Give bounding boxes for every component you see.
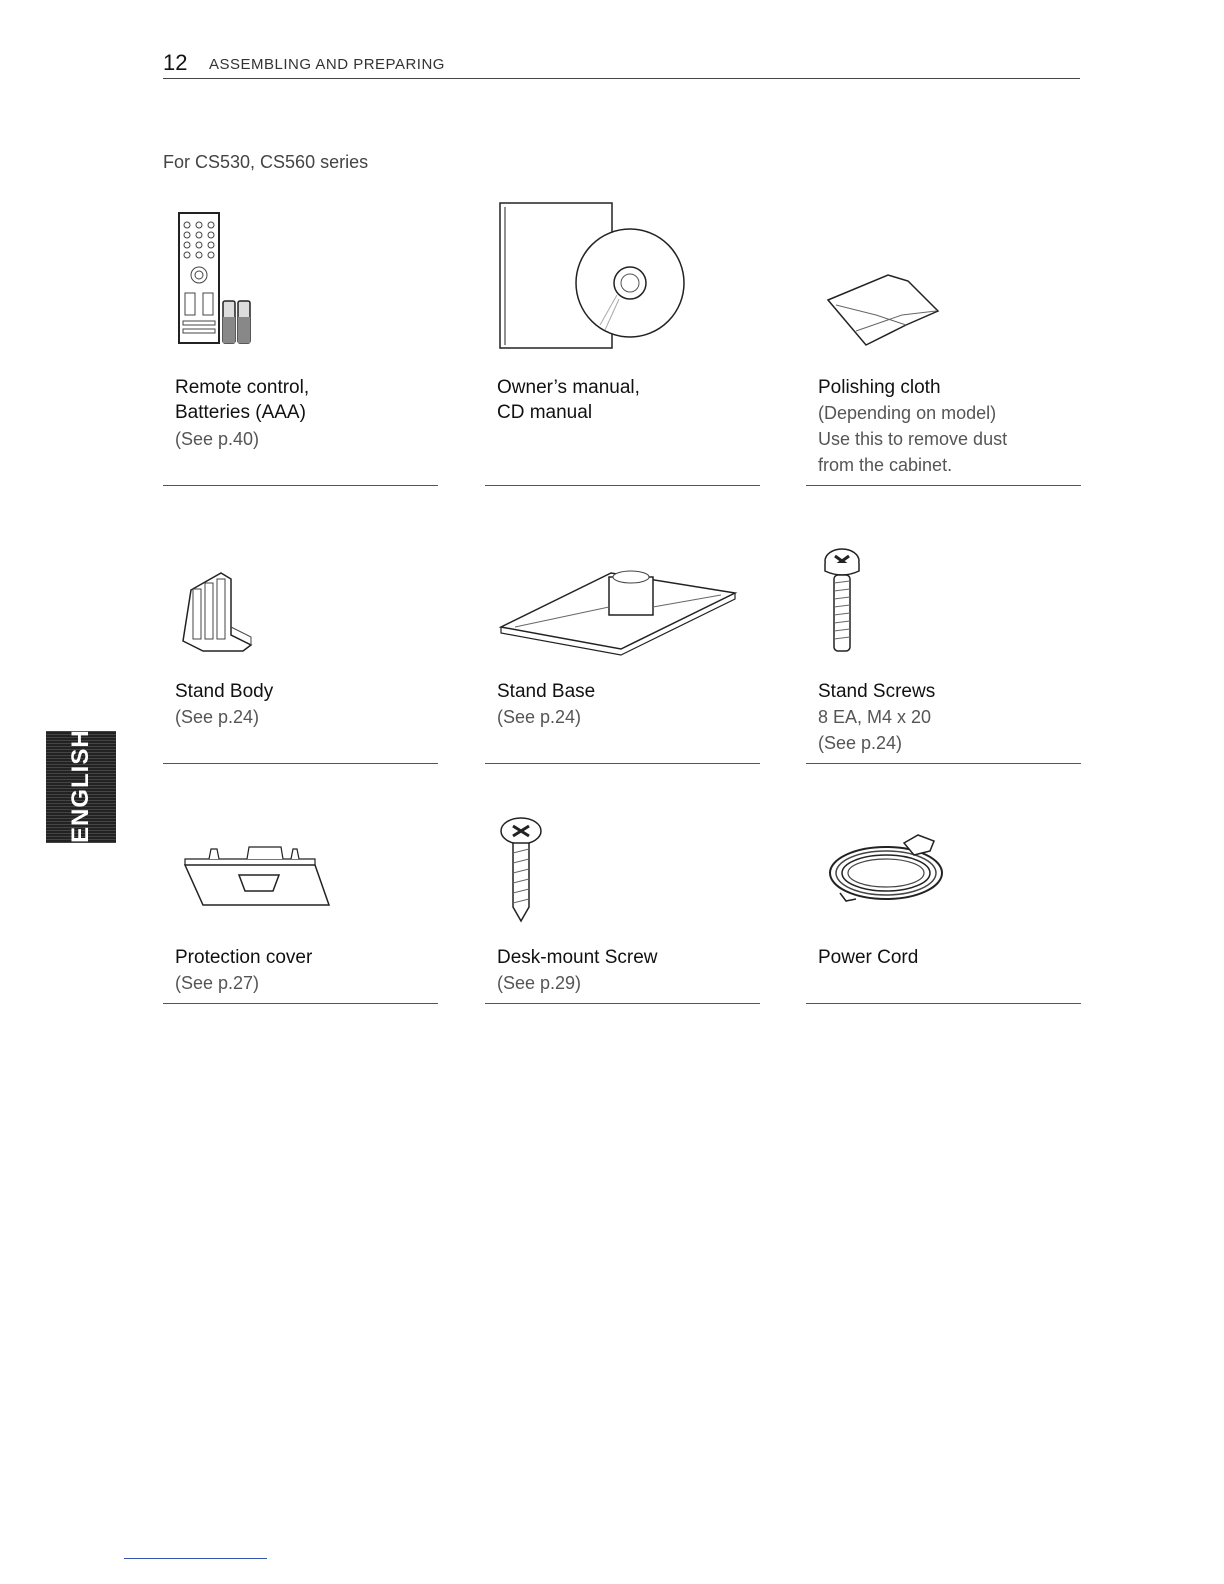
page-number: 12: [163, 50, 188, 75]
manual-cd-icon: [485, 195, 760, 355]
item-sub-line-1: (See p.27): [175, 973, 260, 993]
item-label-line-1: Stand Base: [497, 681, 596, 702]
page-header: [163, 50, 1080, 79]
item-divider: [163, 1003, 438, 1004]
stand-base-icon: [485, 545, 760, 665]
item-label-line-1: Owner’s manual,: [497, 377, 640, 398]
item-divider: [485, 485, 760, 486]
item-label-line-1: Stand Screws: [818, 681, 936, 702]
item-sub-line-1: (See p.40): [175, 429, 260, 449]
item-label-line-2: Batteries (AAA): [175, 402, 306, 423]
item-label-line-1: Protection cover: [175, 947, 313, 968]
item-sub-line-1: 8 EA, M4 x 20: [818, 707, 932, 727]
item-sub-line-1: (See p.24): [497, 707, 582, 727]
item-label-line-1: Polishing cloth: [818, 377, 941, 398]
power-cord-icon: [806, 815, 1081, 935]
item-label-line-2: CD manual: [497, 402, 593, 423]
stand-body-icon: [163, 545, 438, 665]
item-divider: [806, 763, 1081, 764]
item-sub-line-1: (Depending on model): [818, 403, 997, 423]
item-sub-line-2: (See p.24): [818, 733, 903, 753]
item-divider: [806, 1003, 1081, 1004]
item-label-line-1: Remote control,: [175, 377, 310, 398]
item-label-line-1: Desk-mount Screw: [497, 947, 658, 968]
item-sub-line-1: (See p.29): [497, 973, 582, 993]
remote-control-icon: [163, 195, 438, 355]
polishing-cloth-icon: [806, 195, 1081, 355]
section-title: ASSEMBLING AND PREPARING: [209, 56, 445, 73]
item-divider: [163, 485, 438, 486]
item-sub-line-1: (See p.24): [175, 707, 260, 727]
item-divider: [485, 763, 760, 764]
item-label-line-1: Power Cord: [818, 947, 919, 968]
item-divider: [806, 485, 1081, 486]
footer-rule: [124, 1558, 267, 1559]
item-sub-line-2: Use this to remove dust: [818, 429, 1008, 449]
item-label-line-1: Stand Body: [175, 681, 274, 702]
item-divider: [485, 1003, 760, 1004]
desk-mount-screw-icon: [485, 815, 760, 935]
language-tab-label: ENGLISH: [67, 729, 94, 843]
stand-screw-icon: [806, 545, 1081, 665]
item-sub-line-3: from the cabinet.: [818, 455, 953, 475]
item-divider: [163, 763, 438, 764]
intro-text: For CS530, CS560 series: [163, 152, 369, 172]
language-tab: [46, 731, 116, 843]
protection-cover-icon: [163, 815, 438, 935]
